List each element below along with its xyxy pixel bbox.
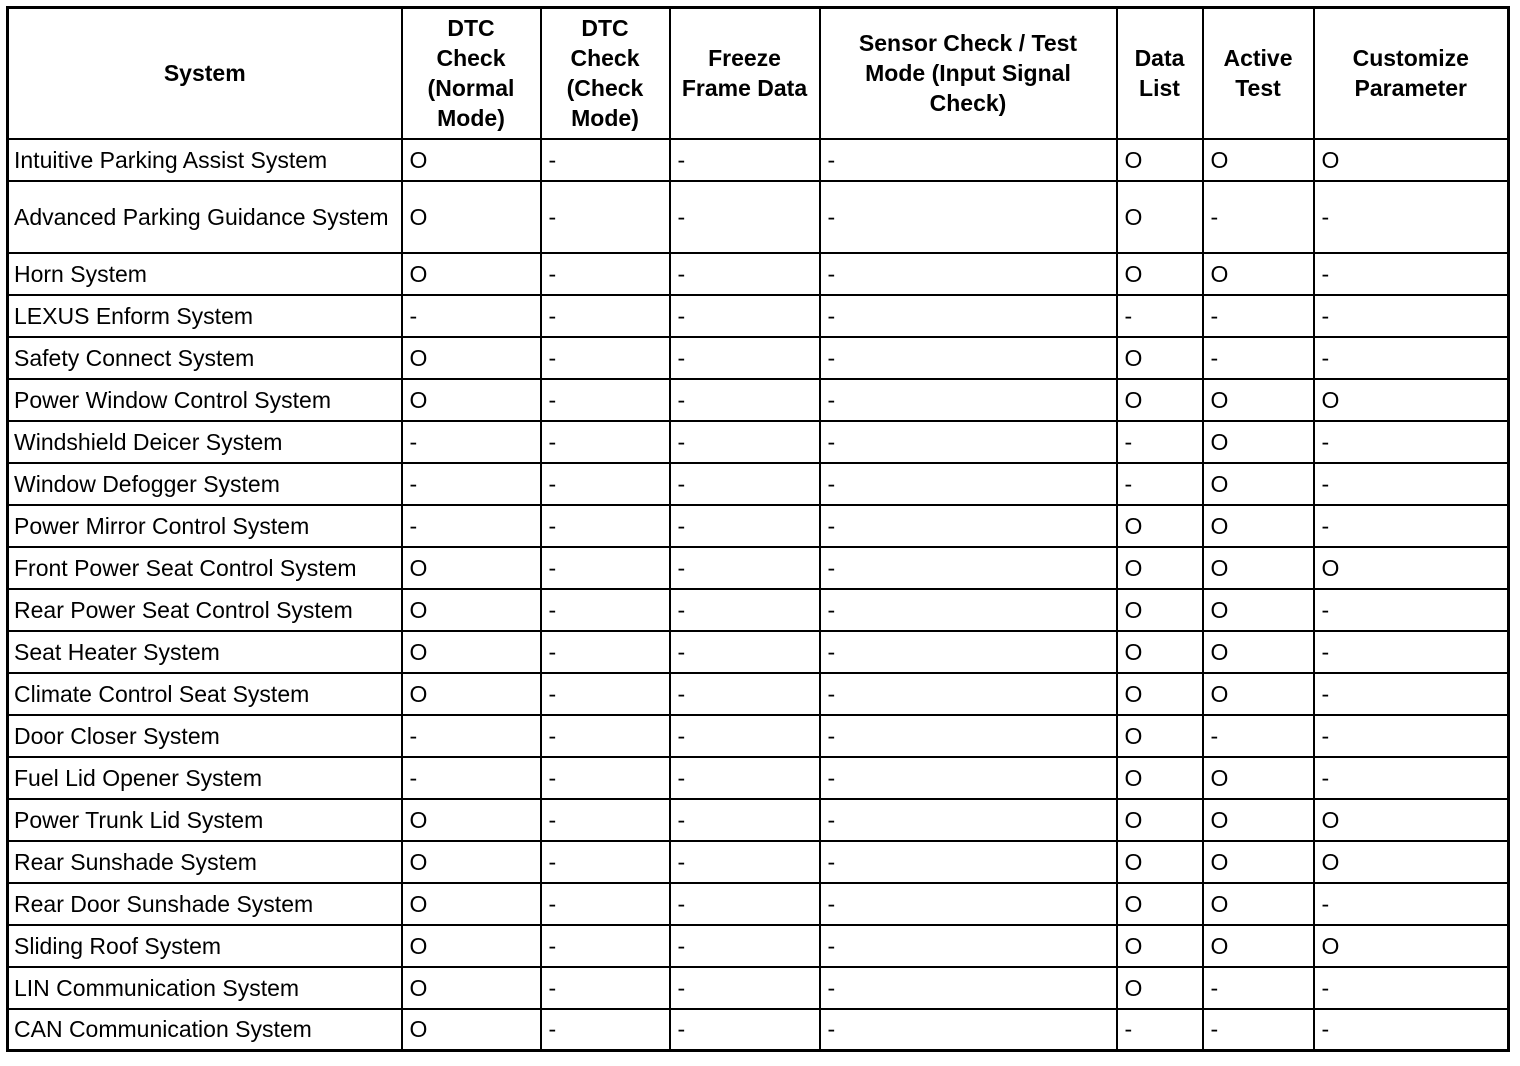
cell-system: Rear Power Seat Control System bbox=[8, 589, 402, 631]
cell-system: Windshield Deicer System bbox=[8, 421, 402, 463]
cell-active-test: O bbox=[1203, 589, 1314, 631]
cell-dtc-check-normal: - bbox=[402, 295, 541, 337]
table-row bbox=[8, 181, 1509, 253]
cell-freeze-frame-data: - bbox=[670, 421, 820, 463]
table-row bbox=[8, 547, 1509, 589]
cell-sensor-check: - bbox=[820, 757, 1117, 799]
cell-system: Intuitive Parking Assist System bbox=[8, 139, 402, 181]
cell-dtc-check-check: - bbox=[541, 757, 670, 799]
cell-sensor-check: - bbox=[820, 799, 1117, 841]
cell-dtc-check-normal: O bbox=[402, 181, 541, 253]
cell-system: Door Closer System bbox=[8, 715, 402, 757]
cell-dtc-check-check: - bbox=[541, 799, 670, 841]
table-row bbox=[8, 295, 1509, 337]
cell-data-list: O bbox=[1117, 715, 1203, 757]
cell-system: Power Trunk Lid System bbox=[8, 799, 402, 841]
cell-sensor-check: - bbox=[820, 139, 1117, 181]
cell-sensor-check: - bbox=[820, 967, 1117, 1009]
cell-customize-parameter: - bbox=[1314, 631, 1509, 673]
cell-dtc-check-check: - bbox=[541, 139, 670, 181]
cell-data-list: O bbox=[1117, 589, 1203, 631]
cell-customize-parameter: - bbox=[1314, 673, 1509, 715]
cell-freeze-frame-data: - bbox=[670, 841, 820, 883]
cell-data-list: - bbox=[1117, 463, 1203, 505]
cell-dtc-check-check: - bbox=[541, 337, 670, 379]
cell-system: Rear Sunshade System bbox=[8, 841, 402, 883]
cell-freeze-frame-data: - bbox=[670, 757, 820, 799]
table-row bbox=[8, 631, 1509, 673]
cell-freeze-frame-data: - bbox=[670, 379, 820, 421]
cell-freeze-frame-data: - bbox=[670, 799, 820, 841]
cell-freeze-frame-data: - bbox=[670, 925, 820, 967]
cell-customize-parameter: - bbox=[1314, 463, 1509, 505]
header-dtc-check-normal: DTC Check (Normal Mode) bbox=[402, 8, 541, 139]
cell-active-test: O bbox=[1203, 463, 1314, 505]
cell-data-list: O bbox=[1117, 631, 1203, 673]
cell-dtc-check-check: - bbox=[541, 841, 670, 883]
table-row bbox=[8, 337, 1509, 379]
cell-dtc-check-check: - bbox=[541, 883, 670, 925]
cell-dtc-check-normal: - bbox=[402, 463, 541, 505]
cell-dtc-check-normal: O bbox=[402, 841, 541, 883]
table-row bbox=[8, 463, 1509, 505]
cell-dtc-check-normal: O bbox=[402, 673, 541, 715]
cell-data-list: O bbox=[1117, 379, 1203, 421]
cell-sensor-check: - bbox=[820, 421, 1117, 463]
cell-dtc-check-normal: - bbox=[402, 715, 541, 757]
cell-data-list: O bbox=[1117, 139, 1203, 181]
cell-sensor-check: - bbox=[820, 295, 1117, 337]
cell-dtc-check-check: - bbox=[541, 715, 670, 757]
cell-active-test: - bbox=[1203, 181, 1314, 253]
table-row bbox=[8, 925, 1509, 967]
cell-sensor-check: - bbox=[820, 337, 1117, 379]
cell-active-test: - bbox=[1203, 715, 1314, 757]
cell-system: Advanced Parking Guidance System bbox=[8, 181, 402, 253]
cell-customize-parameter: - bbox=[1314, 295, 1509, 337]
cell-freeze-frame-data: - bbox=[670, 883, 820, 925]
cell-data-list: - bbox=[1117, 295, 1203, 337]
cell-dtc-check-normal: O bbox=[402, 1009, 541, 1051]
header-dtc-check-check: DTC Check (Check Mode) bbox=[541, 8, 670, 139]
header-customize-parameter: Customize Parameter bbox=[1314, 8, 1509, 139]
cell-dtc-check-normal: - bbox=[402, 421, 541, 463]
cell-dtc-check-check: - bbox=[541, 463, 670, 505]
table-row bbox=[8, 967, 1509, 1009]
cell-dtc-check-check: - bbox=[541, 181, 670, 253]
cell-data-list: O bbox=[1117, 253, 1203, 295]
cell-sensor-check: - bbox=[820, 589, 1117, 631]
cell-dtc-check-check: - bbox=[541, 295, 670, 337]
cell-customize-parameter: - bbox=[1314, 883, 1509, 925]
cell-active-test: O bbox=[1203, 799, 1314, 841]
table-row bbox=[8, 883, 1509, 925]
cell-freeze-frame-data: - bbox=[670, 505, 820, 547]
table-row bbox=[8, 505, 1509, 547]
cell-customize-parameter: - bbox=[1314, 967, 1509, 1009]
cell-data-list: O bbox=[1117, 883, 1203, 925]
cell-dtc-check-normal: O bbox=[402, 139, 541, 181]
cell-dtc-check-check: - bbox=[541, 547, 670, 589]
cell-sensor-check: - bbox=[820, 181, 1117, 253]
cell-freeze-frame-data: - bbox=[670, 181, 820, 253]
table-row bbox=[8, 841, 1509, 883]
table-row bbox=[8, 379, 1509, 421]
cell-dtc-check-normal: O bbox=[402, 799, 541, 841]
cell-data-list: O bbox=[1117, 799, 1203, 841]
cell-dtc-check-normal: O bbox=[402, 925, 541, 967]
cell-customize-parameter: O bbox=[1314, 799, 1509, 841]
cell-freeze-frame-data: - bbox=[670, 337, 820, 379]
cell-freeze-frame-data: - bbox=[670, 253, 820, 295]
cell-dtc-check-check: - bbox=[541, 925, 670, 967]
table-row bbox=[8, 139, 1509, 181]
cell-active-test: - bbox=[1203, 967, 1314, 1009]
cell-system: LEXUS Enform System bbox=[8, 295, 402, 337]
cell-customize-parameter: - bbox=[1314, 337, 1509, 379]
cell-system: Front Power Seat Control System bbox=[8, 547, 402, 589]
cell-active-test: O bbox=[1203, 379, 1314, 421]
cell-active-test: O bbox=[1203, 139, 1314, 181]
cell-system: Safety Connect System bbox=[8, 337, 402, 379]
cell-freeze-frame-data: - bbox=[670, 673, 820, 715]
cell-dtc-check-normal: O bbox=[402, 631, 541, 673]
cell-freeze-frame-data: - bbox=[670, 295, 820, 337]
cell-sensor-check: - bbox=[820, 673, 1117, 715]
cell-sensor-check: - bbox=[820, 379, 1117, 421]
table-row bbox=[8, 589, 1509, 631]
cell-active-test: O bbox=[1203, 925, 1314, 967]
cell-customize-parameter: - bbox=[1314, 421, 1509, 463]
cell-active-test: O bbox=[1203, 253, 1314, 295]
cell-system: Window Defogger System bbox=[8, 463, 402, 505]
cell-data-list: O bbox=[1117, 967, 1203, 1009]
cell-data-list: O bbox=[1117, 925, 1203, 967]
cell-customize-parameter: O bbox=[1314, 139, 1509, 181]
cell-dtc-check-normal: O bbox=[402, 379, 541, 421]
cell-system: Rear Door Sunshade System bbox=[8, 883, 402, 925]
cell-sensor-check: - bbox=[820, 463, 1117, 505]
cell-data-list: O bbox=[1117, 505, 1203, 547]
cell-dtc-check-check: - bbox=[541, 589, 670, 631]
cell-customize-parameter: O bbox=[1314, 925, 1509, 967]
cell-active-test: O bbox=[1203, 673, 1314, 715]
cell-sensor-check: - bbox=[820, 547, 1117, 589]
cell-customize-parameter: - bbox=[1314, 253, 1509, 295]
cell-active-test: O bbox=[1203, 547, 1314, 589]
cell-dtc-check-normal: - bbox=[402, 505, 541, 547]
cell-dtc-check-check: - bbox=[541, 505, 670, 547]
cell-data-list: O bbox=[1117, 757, 1203, 799]
cell-system: Sliding Roof System bbox=[8, 925, 402, 967]
cell-freeze-frame-data: - bbox=[670, 1009, 820, 1051]
header-system: System bbox=[8, 8, 402, 139]
cell-data-list: O bbox=[1117, 547, 1203, 589]
cell-dtc-check-check: - bbox=[541, 631, 670, 673]
header-active-test: Active Test bbox=[1203, 8, 1314, 139]
header-data-list: Data List bbox=[1117, 8, 1203, 139]
cell-active-test: O bbox=[1203, 841, 1314, 883]
table-row bbox=[8, 673, 1509, 715]
cell-customize-parameter: O bbox=[1314, 379, 1509, 421]
header-sensor-check: Sensor Check / Test Mode (Input Signal Check) bbox=[820, 8, 1117, 139]
cell-active-test: O bbox=[1203, 421, 1314, 463]
cell-system: LIN Communication System bbox=[8, 967, 402, 1009]
diagnostic-function-table bbox=[6, 6, 1510, 1052]
cell-sensor-check: - bbox=[820, 925, 1117, 967]
cell-customize-parameter: - bbox=[1314, 1009, 1509, 1051]
cell-freeze-frame-data: - bbox=[670, 463, 820, 505]
cell-dtc-check-normal: O bbox=[402, 253, 541, 295]
header-freeze-frame-data: Freeze Frame Data bbox=[670, 8, 820, 139]
cell-data-list: O bbox=[1117, 673, 1203, 715]
cell-sensor-check: - bbox=[820, 841, 1117, 883]
cell-dtc-check-normal: O bbox=[402, 337, 541, 379]
cell-customize-parameter: O bbox=[1314, 841, 1509, 883]
cell-data-list: - bbox=[1117, 1009, 1203, 1051]
cell-active-test: O bbox=[1203, 505, 1314, 547]
cell-customize-parameter: - bbox=[1314, 715, 1509, 757]
cell-freeze-frame-data: - bbox=[670, 631, 820, 673]
cell-system: Power Window Control System bbox=[8, 379, 402, 421]
table-row bbox=[8, 421, 1509, 463]
cell-data-list: O bbox=[1117, 181, 1203, 253]
cell-freeze-frame-data: - bbox=[670, 589, 820, 631]
cell-active-test: O bbox=[1203, 883, 1314, 925]
table-row bbox=[8, 253, 1509, 295]
cell-active-test: O bbox=[1203, 631, 1314, 673]
cell-dtc-check-normal: O bbox=[402, 967, 541, 1009]
cell-dtc-check-check: - bbox=[541, 1009, 670, 1051]
cell-dtc-check-check: - bbox=[541, 967, 670, 1009]
cell-dtc-check-normal: - bbox=[402, 757, 541, 799]
cell-sensor-check: - bbox=[820, 883, 1117, 925]
table-row bbox=[8, 799, 1509, 841]
cell-customize-parameter: - bbox=[1314, 181, 1509, 253]
cell-active-test: - bbox=[1203, 1009, 1314, 1051]
table-row bbox=[8, 715, 1509, 757]
cell-dtc-check-normal: O bbox=[402, 547, 541, 589]
cell-system: Power Mirror Control System bbox=[8, 505, 402, 547]
cell-sensor-check: - bbox=[820, 1009, 1117, 1051]
cell-freeze-frame-data: - bbox=[670, 139, 820, 181]
cell-customize-parameter: - bbox=[1314, 505, 1509, 547]
cell-sensor-check: - bbox=[820, 715, 1117, 757]
cell-dtc-check-check: - bbox=[541, 421, 670, 463]
cell-system: Horn System bbox=[8, 253, 402, 295]
cell-active-test: - bbox=[1203, 337, 1314, 379]
table-row bbox=[8, 757, 1509, 799]
cell-dtc-check-check: - bbox=[541, 379, 670, 421]
cell-dtc-check-normal: O bbox=[402, 883, 541, 925]
cell-dtc-check-normal: O bbox=[402, 589, 541, 631]
cell-freeze-frame-data: - bbox=[670, 547, 820, 589]
cell-system: Climate Control Seat System bbox=[8, 673, 402, 715]
cell-dtc-check-check: - bbox=[541, 673, 670, 715]
cell-system: Fuel Lid Opener System bbox=[8, 757, 402, 799]
cell-system: CAN Communication System bbox=[8, 1009, 402, 1051]
cell-freeze-frame-data: - bbox=[670, 967, 820, 1009]
cell-sensor-check: - bbox=[820, 253, 1117, 295]
cell-customize-parameter: - bbox=[1314, 757, 1509, 799]
table-row bbox=[8, 1009, 1509, 1051]
cell-active-test: O bbox=[1203, 757, 1314, 799]
cell-customize-parameter: - bbox=[1314, 589, 1509, 631]
cell-freeze-frame-data: - bbox=[670, 715, 820, 757]
cell-dtc-check-check: - bbox=[541, 253, 670, 295]
cell-data-list: O bbox=[1117, 841, 1203, 883]
cell-sensor-check: - bbox=[820, 631, 1117, 673]
header-row bbox=[8, 8, 1509, 139]
cell-data-list: - bbox=[1117, 421, 1203, 463]
cell-sensor-check: - bbox=[820, 505, 1117, 547]
cell-customize-parameter: O bbox=[1314, 547, 1509, 589]
cell-active-test: - bbox=[1203, 295, 1314, 337]
cell-data-list: O bbox=[1117, 337, 1203, 379]
cell-system: Seat Heater System bbox=[8, 631, 402, 673]
